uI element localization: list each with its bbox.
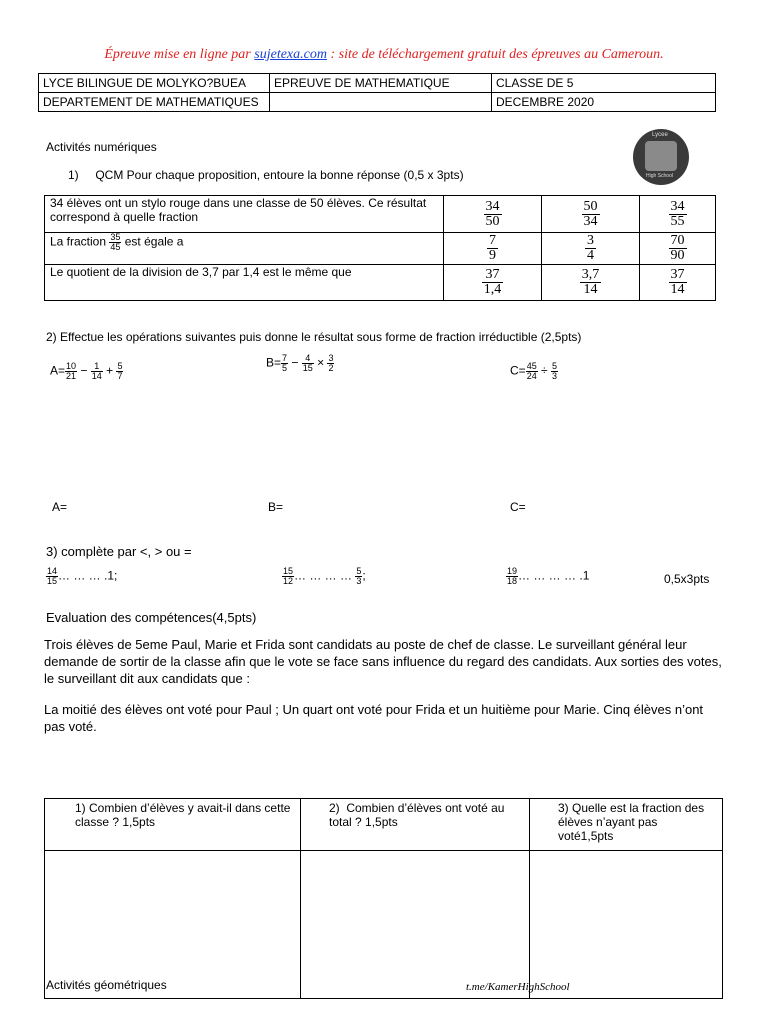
- logo-text-bottom: High School: [646, 173, 673, 179]
- compare-item[interactable]: [282, 567, 366, 586]
- option-numerator: 34: [670, 198, 685, 214]
- department-name: DEPARTEMENT DE MATHEMATIQUES: [39, 93, 270, 112]
- answer-cell[interactable]: [301, 851, 530, 999]
- frac-num: 10: [66, 361, 77, 371]
- answer-b[interactable]: B=: [268, 500, 284, 514]
- option-numerator: 37: [482, 268, 504, 283]
- answer-cell[interactable]: [530, 851, 723, 999]
- expression-c: [510, 362, 558, 381]
- option-denominator: 4: [587, 248, 594, 263]
- frac-den: 3: [551, 371, 557, 381]
- competences-paragraph-1: Trois élèves de 5eme Paul, Marie et Frida sont candidats au poste de chef de classe. Le surveillant général leur demande de sortir de la classe afin que le vote se face sans influence du regard des candidats. Aux sorties des votes, le surveillant dit aux candidats que :: [44, 637, 722, 686]
- question-cell: [45, 799, 301, 851]
- expr-label: B=: [266, 355, 282, 370]
- operator: −: [291, 355, 299, 370]
- frac-den: 14: [91, 371, 102, 381]
- qcm-option[interactable]: [640, 265, 716, 301]
- qcm-option[interactable]: [542, 233, 640, 265]
- question-text: Quelle est la fraction des élèves n’ayant pas voté1,5pts: [558, 801, 705, 843]
- section-title-numeric: Activités numériques: [46, 140, 157, 154]
- compare-rhs: 1;: [107, 568, 118, 583]
- option-numerator: 70: [670, 233, 685, 248]
- exam-header-table: [38, 73, 716, 112]
- frac-num: 5: [551, 361, 557, 371]
- frac-num: 45: [526, 361, 537, 371]
- answer-a[interactable]: A=: [52, 500, 68, 514]
- statement-pre: La fraction: [50, 234, 107, 249]
- option-denominator: 90: [670, 248, 685, 263]
- exam-date: DECEMBRE 2020: [492, 93, 716, 112]
- exam-class: CLASSE DE 5: [492, 74, 716, 93]
- operator: −: [80, 363, 88, 378]
- qcm-row: [45, 265, 716, 301]
- frac-num: 5: [117, 361, 123, 371]
- footer-link[interactable]: t.me/KamerHighSchool: [466, 981, 570, 993]
- q3-heading: 3) complète par <, > ou =: [46, 544, 192, 559]
- statement-post: est égale a: [124, 234, 184, 249]
- competences-title: Evaluation des compétences(4,5pts): [46, 610, 257, 625]
- frac-den: 7: [117, 371, 123, 381]
- option-denominator: 14: [583, 282, 598, 297]
- option-numerator: 50: [583, 198, 598, 214]
- operator: ÷: [541, 363, 548, 378]
- compare-item[interactable]: [46, 567, 117, 586]
- header-empty-cell: [270, 93, 492, 112]
- expr-label: A=: [50, 363, 66, 378]
- qcm-row: [45, 196, 716, 233]
- q1-number: 1): [68, 168, 79, 182]
- frac-num: 7: [282, 353, 288, 363]
- qcm-row: [45, 233, 716, 265]
- fill-dots: … … … … .: [518, 568, 583, 583]
- option-numerator: 37: [670, 267, 685, 282]
- qcm-statement: [45, 233, 444, 265]
- option-numerator: 3,7: [581, 267, 600, 282]
- q2-heading: 2) Effectue les opérations suivantes puis donne le résultat sous forme de fraction irréductible (2,5pts): [46, 330, 582, 344]
- option-denominator: 55: [670, 213, 685, 229]
- statement-frac-num: 35: [110, 232, 121, 242]
- frac-num: 14: [47, 566, 58, 576]
- answer-c[interactable]: C=: [510, 500, 526, 514]
- frac-den: 15: [302, 363, 313, 373]
- exam-subject: EPREUVE DE MATHEMATIQUE: [270, 74, 492, 93]
- frac-num: 5: [356, 566, 362, 576]
- logo-text-top: Lycee: [652, 132, 668, 138]
- option-denominator: 1,4: [483, 282, 502, 297]
- school-logo-icon: [633, 129, 689, 185]
- option-denominator: 9: [489, 248, 496, 263]
- q1-heading: [68, 168, 464, 182]
- question-num: 1): [75, 801, 86, 815]
- frac-num: 19: [507, 566, 518, 576]
- banner-link[interactable]: sujetexa.com: [254, 47, 327, 62]
- frac-num: 3: [328, 353, 334, 363]
- option-numerator: 3: [587, 233, 594, 248]
- compare-item[interactable]: [506, 567, 589, 586]
- option-denominator: 34: [583, 213, 598, 229]
- q1-text: QCM Pour chaque proposition, entoure la bonne réponse (0,5 x 3pts): [95, 168, 464, 182]
- operator: +: [106, 363, 114, 378]
- frac-den: 12: [283, 576, 294, 586]
- question-num: 3): [558, 801, 569, 815]
- q3-points: 0,5x3pts: [664, 572, 710, 586]
- fill-dots: … … … .: [58, 568, 108, 583]
- compare-rhs: 1: [582, 568, 590, 583]
- operator: ×: [317, 355, 325, 370]
- qcm-option[interactable]: [542, 265, 640, 301]
- question-cell: [301, 799, 530, 851]
- question-cell: [530, 799, 723, 851]
- statement-frac-den: 45: [110, 242, 121, 252]
- question-text: Combien d’élèves ont voté au total ? 1,5pts: [329, 801, 505, 829]
- qcm-option[interactable]: [444, 233, 542, 265]
- expr-label: C=: [510, 363, 526, 378]
- question-num: 2): [329, 801, 340, 815]
- frac-num: 1: [91, 362, 103, 372]
- qcm-statement: 34 élèves ont un stylo rouge dans une classe de 50 élèves. Ce résultat correspond à quelle fraction: [45, 196, 444, 233]
- option-numerator: 34: [485, 198, 500, 214]
- frac-den: 21: [66, 371, 77, 381]
- answer-cell[interactable]: [45, 851, 301, 999]
- school-name: LYCE BILINGUE DE MOLYKO?BUEA: [39, 74, 270, 93]
- frac-den: 15: [47, 576, 58, 586]
- option-denominator: 14: [670, 282, 685, 297]
- question-text: Combien d’élèves y avait-il dans cette classe ? 1,5pts: [75, 801, 291, 829]
- answer-table: [44, 798, 723, 999]
- qcm-table: [44, 195, 716, 301]
- frac-den: 2: [328, 363, 334, 373]
- frac-den: 24: [526, 371, 537, 381]
- competences-paragraph-2: La moitié des élèves ont voté pour Paul ; Un quart ont voté pour Frida et un huitième pour Marie. Cinq élèves n’ont pas voté.: [44, 702, 704, 734]
- frac-num: 15: [283, 566, 294, 576]
- expression-b: [266, 354, 334, 373]
- banner-suffix: : site de téléchargement gratuit des épreuves au Cameroun.: [326, 47, 664, 62]
- option-denominator: 50: [485, 213, 500, 229]
- qcm-statement: Le quotient de la division de 3,7 par 1,4 est le même que: [45, 265, 444, 301]
- compare-rhs: ;: [362, 568, 366, 583]
- qcm-option[interactable]: [542, 196, 640, 233]
- qcm-option[interactable]: [444, 196, 542, 233]
- download-banner: [0, 47, 768, 63]
- frac-den: 18: [507, 576, 518, 586]
- qcm-option[interactable]: [640, 233, 716, 265]
- expression-a: [50, 362, 123, 381]
- section-title-geometry: Activités géométriques: [46, 978, 167, 992]
- option-numerator: 7: [489, 233, 496, 248]
- qcm-option[interactable]: [640, 196, 716, 233]
- frac-den: 3: [356, 576, 362, 586]
- fill-dots: … … … …: [294, 568, 356, 583]
- frac-den: 5: [282, 363, 288, 373]
- qcm-option[interactable]: [444, 265, 542, 301]
- banner-prefix: Épreuve mise en ligne par: [104, 47, 255, 62]
- frac-num: 4: [302, 354, 314, 364]
